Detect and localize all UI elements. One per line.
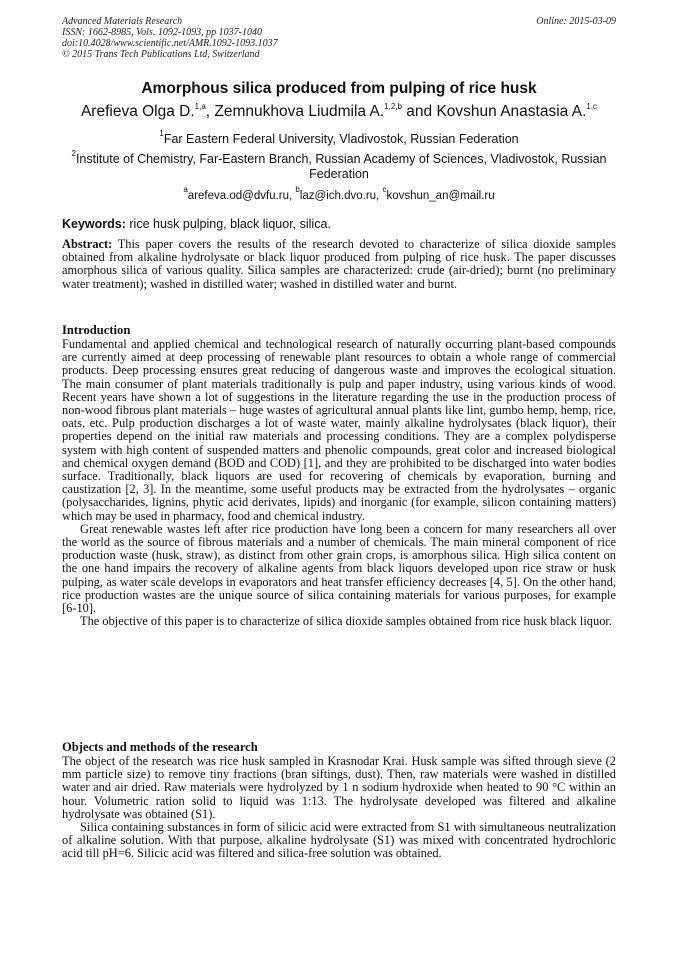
body-paragraph: The objective of this paper is to characterize of silica dioxide samples obtained from rice husk black liquor.	[80, 614, 612, 629]
author-emails	[62, 185, 616, 202]
introduction-heading: Introduction	[62, 323, 131, 337]
introduction-body	[62, 338, 616, 628]
body-paragraph: Fundamental and applied chemical and technological research of naturally occurring plant-based compounds are currently aimed at deep processing of renewable plant resources to obtain a whole range of commercial products. Deep processing ensures great reducing of dangerous waste and improves the ecological situation. The main consumer of plant materials traditionally is pulp and paper industry, using various kinds of wood. Recent years have shown a lot of suggestions in the literature regarding the use in the production process of non-wood fibrous plant materials – huge wastes of agricultural annual plants like lint, gumbo hemp, hemp, rice, oats, etc. Pulp production discharges a lot of waste water, mainly alkaline hydrolysates (black liquor), their properties depend on the initial raw materials and processing conditions. They are a complex polydisperse system with high content of suspended matters and phenolic compounds, great color and increased biological and chemical oxygen demand (BOD and COD) [1], and they are prohibited to be discharged into water bodies surface. Traditionally, black liquors are used for recovering of chemicals by evaporation, burning and caustization [2, 3]. In the meantime, some useful products may be extracted from the hydrolysates – organic (polysaccharides, lignins, phytic acid derivates, lipids) and inorganic (for example, silicon containing matters) which may be used in pharmacy, food and chemical industry.	[62, 337, 617, 523]
keywords-text: rice husk pulping, black liquor, silica.	[125, 217, 331, 231]
email-superscript: c	[382, 185, 387, 194]
affiliation-1	[62, 129, 616, 147]
affiliation-number: 2	[71, 149, 76, 158]
author-name: Arefieva Olga D.	[80, 103, 195, 120]
author-superscript: 1,c	[586, 102, 598, 111]
abstract-section	[62, 238, 616, 291]
abstract-label: Abstract:	[62, 237, 113, 251]
copyright-line: © 2015 Trans Tech Publications Ltd, Switzerland	[62, 49, 260, 60]
methods-body	[62, 755, 616, 861]
author-superscript: 1,2,b	[384, 102, 402, 111]
body-paragraph: Great renewable wastes left after rice production have long been a concern for many researchers all over the world as the source of fibrous materials and a number of chemicals. The main mineral component of rice production waste (husk, straw), as distinct from other grain crops, is amorphous silica. High silica content on the one hand impairs the recovery of alkaline agents from black liquors developed upon rice straw or husk pulping, as water scale develops in evaporators and heat transfer efficiency decreases [4, 5]. On the other hand, rice production wastes are the unique source of silica containing materials for various purposes, for example [6-10].	[62, 521, 616, 616]
online-date: Online: 2015-03-09	[536, 16, 616, 27]
author-separator: ,	[205, 103, 215, 120]
author-list	[50, 103, 628, 121]
abstract-text: This paper covers the results of the research devoted to characterize of silica dioxide samples obtained from alkaline hydrolysate or black liquor produced from pulping of rice husk. The paper discusses amorphous silica of various quality. Silica samples are characterized: crude (air-dried); burnt (no preliminary water treatment); washed in distilled water; washed in distilled water and burnt.	[62, 237, 616, 291]
body-paragraph: Silica containing substances in form of silicic acid were extracted from S1 with simultaneous neutralization of alkaline solution. With that purpose, alkaline hydrolysate (S1) was mixed with concentrated hydrochloric acid till pH=6. Silicic acid was filtered and silica-free solution was obtained.	[62, 820, 616, 861]
email-link[interactable]: kovshun_an@mail.ru	[386, 190, 495, 202]
affiliation-2	[62, 149, 616, 182]
affiliation-text: Far Eastern Federal University, Vladivostok, Russian Federation	[163, 132, 519, 146]
author-name: Kovshun Anastasia A.	[436, 103, 587, 120]
keywords-label: Keywords:	[62, 217, 126, 231]
affiliation-number: 1	[159, 129, 164, 138]
doi-line: doi:10.4028/www.scientific.net/AMR.1092-1093.1037	[62, 38, 278, 49]
email-superscript: a	[183, 185, 188, 194]
journal-name: Advanced Materials Research	[62, 16, 183, 27]
paper-title: Amorphous silica produced from pulping of rice husk	[141, 80, 537, 97]
author-conjunction: and	[401, 103, 437, 120]
keywords-section	[62, 217, 616, 231]
abstract-paragraph	[62, 238, 616, 291]
email-superscript: b	[295, 185, 300, 194]
email-link[interactable]: laz@ich.dvo.ru,	[299, 190, 383, 202]
methods-heading: Objects and methods of the research	[62, 740, 258, 754]
author-name: Zemnukhova Liudmila A.	[214, 103, 385, 120]
author-superscript: 1,a	[194, 102, 206, 111]
affiliation-text: Institute of Chemistry, Far-Eastern Branch, Russian Academy of Sciences, Vladivostok, Russian Federation	[75, 152, 607, 181]
email-link[interactable]: arefeva.od@dvfu.ru,	[187, 190, 296, 202]
journal-header	[62, 16, 616, 60]
body-paragraph: The object of the research was rice husk sampled in Krasnodar Krai. Husk sample was sifted through sieve (2 mm particle size) to remove tiny fractions (bran siftings, dust). Then, raw materials were washed in distilled water and air dried. Raw materials were hydrolyzed by 1 n sodium hydroxide when heated to 90 °C within an hour. Volumetric ration solid to liquid was 1:13. The hydrolysate developed was filtered and alkaline hydrolysate was obtained (S1).	[62, 754, 616, 821]
issn-line: ISSN: 1662-8985, Vols. 1092-1093, pp 1037-1040	[62, 27, 262, 38]
